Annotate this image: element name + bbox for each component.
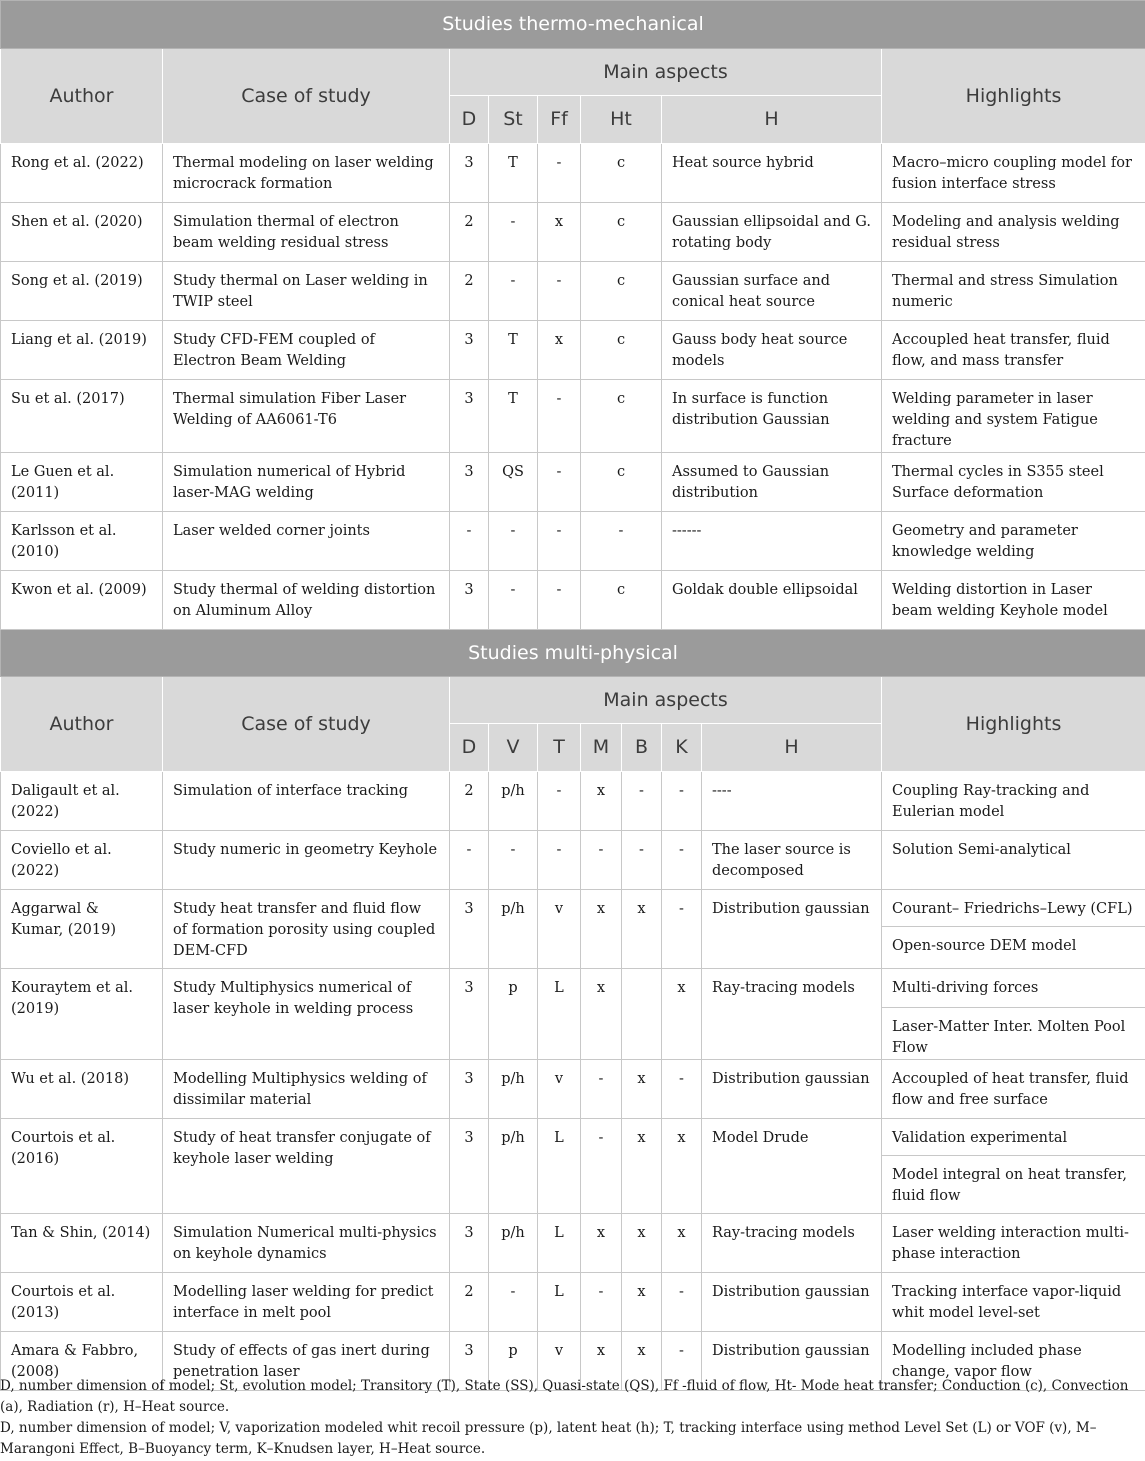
d-cell: 3 — [450, 969, 489, 1060]
highlights-cell: Solution Semi-analytical — [882, 831, 1145, 890]
t-cell: - — [538, 831, 581, 890]
highlights-cell: Laser-Matter Inter. Molten Pool Flow — [882, 1008, 1145, 1060]
t-cell: L — [538, 1119, 581, 1214]
author-cell: Karlsson et al. (2010) — [1, 512, 163, 571]
st-cell: - — [489, 571, 538, 630]
k-cell: x — [662, 969, 702, 1060]
v-cell: p/h — [489, 890, 538, 969]
subheader-b: B — [622, 724, 662, 772]
m-cell: x — [581, 772, 622, 831]
m-cell: x — [581, 1332, 622, 1391]
heat-source-cell: Gaussian surface and conical heat source — [662, 262, 882, 321]
case-cell: Thermal modeling on laser welding microcrack formation — [163, 144, 450, 203]
ff-cell: x — [538, 203, 581, 262]
case-cell: Simulation of interface tracking — [163, 772, 450, 831]
table-row — [1, 453, 1145, 512]
case-cell: Modelling laser welding for predict interface in melt pool — [163, 1273, 450, 1332]
header-author: Author — [1, 677, 163, 772]
case-cell: Study Multiphysics numerical of laser keyhole in welding process — [163, 969, 450, 1060]
t-cell: v — [538, 1332, 581, 1391]
section-title: Studies multi-physical — [1, 630, 1145, 677]
ht-cell: - — [581, 512, 662, 571]
highlights-cell: Thermal and stress Simulation numeric — [882, 262, 1145, 321]
header-main-aspects: Main aspects — [450, 677, 882, 724]
case-cell: Study of heat transfer conjugate of keyhole laser welding — [163, 1119, 450, 1214]
header-row — [1, 677, 1145, 724]
ht-cell: c — [581, 453, 662, 512]
m-cell: - — [581, 1273, 622, 1332]
highlights-cell: Welding distortion in Laser beam welding Keyhole model — [882, 571, 1145, 630]
d-cell: 3 — [450, 453, 489, 512]
header-highlights: Highlights — [882, 49, 1145, 144]
header-main-aspects: Main aspects — [450, 49, 882, 96]
highlights-cell: Model integral on heat transfer, fluid flow — [882, 1156, 1145, 1214]
heat-source-cell: Gauss body heat source models — [662, 321, 882, 380]
t-cell: L — [538, 1214, 581, 1273]
highlights-cell: Multi-driving forces — [882, 969, 1145, 1008]
author-cell: Wu et al. (2018) — [1, 1060, 163, 1119]
case-cell: Simulation Numerical multi-physics on keyhole dynamics — [163, 1214, 450, 1273]
table-row — [1, 969, 1145, 1008]
m-cell: x — [581, 890, 622, 969]
heat-source-cell: Goldak double ellipsoidal — [662, 571, 882, 630]
footnote: D, number dimension of model; V, vaporization modeled whit recoil pressure (p), latent heat (h); T, tracking interface using method Level Set (L) or VOF (v), M–Marangoni Effect, B–Buoyancy term, K–Knudsen layer, H–Heat source. — [0, 1420, 1097, 1457]
header-row — [1, 49, 1145, 96]
d-cell: - — [450, 512, 489, 571]
ff-cell: - — [538, 144, 581, 203]
table-row — [1, 831, 1145, 890]
heat-source-cell: Distribution gaussian — [702, 890, 882, 969]
case-cell: Study thermal on Laser welding in TWIP steel — [163, 262, 450, 321]
d-cell: 2 — [450, 203, 489, 262]
case-cell: Laser welded corner joints — [163, 512, 450, 571]
st-cell: QS — [489, 453, 538, 512]
st-cell: - — [489, 512, 538, 571]
author-cell: Kouraytem et al. (2019) — [1, 969, 163, 1060]
heat-source-cell: Ray-tracing models — [702, 1214, 882, 1273]
v-cell: - — [489, 831, 538, 890]
ht-cell: c — [581, 321, 662, 380]
highlights-cell: Laser welding interaction multi-phase interaction — [882, 1214, 1145, 1273]
subheader-k: K — [662, 724, 702, 772]
k-cell: x — [662, 1214, 702, 1273]
case-cell: Study of effects of gas inert during penetration laser — [163, 1332, 450, 1391]
ff-cell: - — [538, 262, 581, 321]
case-cell: Study CFD-FEM coupled of Electron Beam Welding — [163, 321, 450, 380]
t-cell: - — [538, 772, 581, 831]
v-cell: p — [489, 969, 538, 1060]
heat-source-cell: Distribution gaussian — [702, 1273, 882, 1332]
k-cell: - — [662, 890, 702, 969]
k-cell: - — [662, 831, 702, 890]
subheader-h: H — [662, 96, 882, 144]
subheader-t: T — [538, 724, 581, 772]
v-cell: p/h — [489, 1060, 538, 1119]
v-cell: p — [489, 1332, 538, 1391]
d-cell: 3 — [450, 890, 489, 969]
d-cell: - — [450, 831, 489, 890]
ff-cell: - — [538, 512, 581, 571]
case-cell: Thermal simulation Fiber Laser Welding of AA6061-T6 — [163, 380, 450, 453]
author-cell: Su et al. (2017) — [1, 380, 163, 453]
author-cell: Le Guen et al. (2011) — [1, 453, 163, 512]
d-cell: 3 — [450, 1332, 489, 1391]
st-cell: - — [489, 203, 538, 262]
author-cell: Daligault et al. (2022) — [1, 772, 163, 831]
footnotes — [0, 1376, 1145, 1460]
author-cell: Rong et al. (2022) — [1, 144, 163, 203]
author-cell: Song et al. (2019) — [1, 262, 163, 321]
heat-source-cell: Heat source hybrid — [662, 144, 882, 203]
case-cell: Study numeric in geometry Keyhole — [163, 831, 450, 890]
v-cell: - — [489, 1273, 538, 1332]
highlights-cell: Open-source DEM model — [882, 927, 1145, 969]
v-cell: p/h — [489, 1214, 538, 1273]
heat-source-cell: ------ — [662, 512, 882, 571]
table-row — [1, 203, 1145, 262]
k-cell: - — [662, 1332, 702, 1391]
highlights-cell: Accoupled heat transfer, fluid flow, and mass transfer — [882, 321, 1145, 380]
b-cell: x — [622, 1214, 662, 1273]
ht-cell: c — [581, 380, 662, 453]
highlights-cell: Welding parameter in laser welding and system Fatigue fracture — [882, 380, 1145, 453]
author-cell: Liang et al. (2019) — [1, 321, 163, 380]
author-cell: Kwon et al. (2009) — [1, 571, 163, 630]
highlights-cell: Tracking interface vapor-liquid whit model level-set — [882, 1273, 1145, 1332]
d-cell: 2 — [450, 262, 489, 321]
t-cell: L — [538, 969, 581, 1060]
v-cell: p/h — [489, 772, 538, 831]
section-band-multi — [1, 630, 1145, 677]
heat-source-cell: Distribution gaussian — [702, 1332, 882, 1391]
highlights-cell: Coupling Ray-tracking and Eulerian model — [882, 772, 1145, 831]
highlights-cell: Modelling included phase change, vapor flow — [882, 1332, 1145, 1391]
case-cell: Simulation numerical of Hybrid laser-MAG welding — [163, 453, 450, 512]
t-cell: v — [538, 890, 581, 969]
b-cell: x — [622, 1119, 662, 1214]
b-cell: x — [622, 1060, 662, 1119]
table-row — [1, 321, 1145, 380]
author-cell: Courtois et al. (2013) — [1, 1273, 163, 1332]
d-cell: 2 — [450, 772, 489, 831]
case-cell: Modelling Multiphysics welding of dissimilar material — [163, 1060, 450, 1119]
highlights-cell: Macro–micro coupling model for fusion interface stress — [882, 144, 1145, 203]
m-cell: x — [581, 969, 622, 1060]
heat-source-cell: Assumed to Gaussian distribution — [662, 453, 882, 512]
m-cell: - — [581, 1060, 622, 1119]
table-row — [1, 1060, 1145, 1119]
k-cell: x — [662, 1119, 702, 1214]
ff-cell: - — [538, 571, 581, 630]
table-row — [1, 772, 1145, 831]
subheader-ff: Ff — [538, 96, 581, 144]
author-cell: Shen et al. (2020) — [1, 203, 163, 262]
highlights-cell: Accoupled of heat transfer, fluid flow and free surface — [882, 1060, 1145, 1119]
subheader-ht: Ht — [581, 96, 662, 144]
ht-cell: c — [581, 203, 662, 262]
table-row — [1, 1273, 1145, 1332]
m-cell: x — [581, 1214, 622, 1273]
b-cell: x — [622, 1273, 662, 1332]
ff-cell: - — [538, 453, 581, 512]
author-cell: Amara & Fabbro, (2008) — [1, 1332, 163, 1391]
table-row — [1, 380, 1145, 453]
case-cell: Study heat transfer and fluid flow of formation porosity using coupled DEM-CFD — [163, 890, 450, 969]
heat-source-cell: Distribution gaussian — [702, 1060, 882, 1119]
subheader-d: D — [450, 96, 489, 144]
highlights-cell: Validation experimental — [882, 1119, 1145, 1156]
subheader-v: V — [489, 724, 538, 772]
case-cell: Study thermal of welding distortion on Aluminum Alloy — [163, 571, 450, 630]
subheader-d: D — [450, 724, 489, 772]
b-cell: x — [622, 1332, 662, 1391]
author-cell: Courtois et al. (2016) — [1, 1119, 163, 1214]
m-cell: - — [581, 1119, 622, 1214]
table-row — [1, 262, 1145, 321]
ht-cell: c — [581, 144, 662, 203]
author-cell: Coviello et al. (2022) — [1, 831, 163, 890]
heat-source-cell: Ray-tracing models — [702, 969, 882, 1060]
section-band-thermo — [1, 1, 1145, 49]
header-highlights: Highlights — [882, 677, 1145, 772]
table-row — [1, 890, 1145, 927]
footnote: D, number dimension of model; St, evolution model; Transitory (T), State (SS), Quasi-state (QS), Ff -fluid of flow, Ht- Mode heat transfer; Conduction (c), Convection (a), Radiation (r), H–Heat source. — [0, 1378, 1129, 1415]
v-cell: p/h — [489, 1119, 538, 1214]
heat-source-cell: ---- — [702, 772, 882, 831]
k-cell: - — [662, 772, 702, 831]
highlights-cell: Thermal cycles in S355 steel Surface deformation — [882, 453, 1145, 512]
d-cell: 3 — [450, 1060, 489, 1119]
table-row — [1, 1119, 1145, 1156]
case-cell: Simulation thermal of electron beam welding residual stress — [163, 203, 450, 262]
d-cell: 2 — [450, 1273, 489, 1332]
t-cell: L — [538, 1273, 581, 1332]
ht-cell: c — [581, 262, 662, 321]
author-cell: Aggarwal & Kumar, (2019) — [1, 890, 163, 969]
k-cell: - — [662, 1273, 702, 1332]
d-cell: 3 — [450, 571, 489, 630]
table-row — [1, 571, 1145, 630]
highlights-cell: Courant– Friedrichs–Lewy (CFL) — [882, 890, 1145, 927]
ht-cell: c — [581, 571, 662, 630]
header-case: Case of study — [163, 49, 450, 144]
table-row — [1, 1214, 1145, 1273]
d-cell: 3 — [450, 1214, 489, 1273]
heat-source-cell: The laser source is decomposed — [702, 831, 882, 890]
section-title: Studies thermo-mechanical — [1, 1, 1145, 49]
subheader-h: H — [702, 724, 882, 772]
table-row — [1, 144, 1145, 203]
b-cell: - — [622, 772, 662, 831]
b-cell: x — [622, 890, 662, 969]
st-cell: - — [489, 262, 538, 321]
table-row — [1, 512, 1145, 571]
header-author: Author — [1, 49, 163, 144]
highlights-cell: Modeling and analysis welding residual stress — [882, 203, 1145, 262]
b-cell — [622, 969, 662, 1060]
author-cell: Tan & Shin, (2014) — [1, 1214, 163, 1273]
subheader-st: St — [489, 96, 538, 144]
b-cell: - — [622, 831, 662, 890]
header-case: Case of study — [163, 677, 450, 772]
heat-source-cell: In surface is function distribution Gaussian — [662, 380, 882, 453]
st-cell: T — [489, 380, 538, 453]
heat-source-cell: Model Drude — [702, 1119, 882, 1214]
st-cell: T — [489, 144, 538, 203]
d-cell: 3 — [450, 144, 489, 203]
st-cell: T — [489, 321, 538, 380]
ff-cell: x — [538, 321, 581, 380]
subheader-m: M — [581, 724, 622, 772]
t-cell: v — [538, 1060, 581, 1119]
ff-cell: - — [538, 380, 581, 453]
d-cell: 3 — [450, 1119, 489, 1214]
highlights-cell: Geometry and parameter knowledge welding — [882, 512, 1145, 571]
m-cell: - — [581, 831, 622, 890]
heat-source-cell: Gaussian ellipsoidal and G. rotating body — [662, 203, 882, 262]
d-cell: 3 — [450, 380, 489, 453]
d-cell: 3 — [450, 321, 489, 380]
k-cell: - — [662, 1060, 702, 1119]
